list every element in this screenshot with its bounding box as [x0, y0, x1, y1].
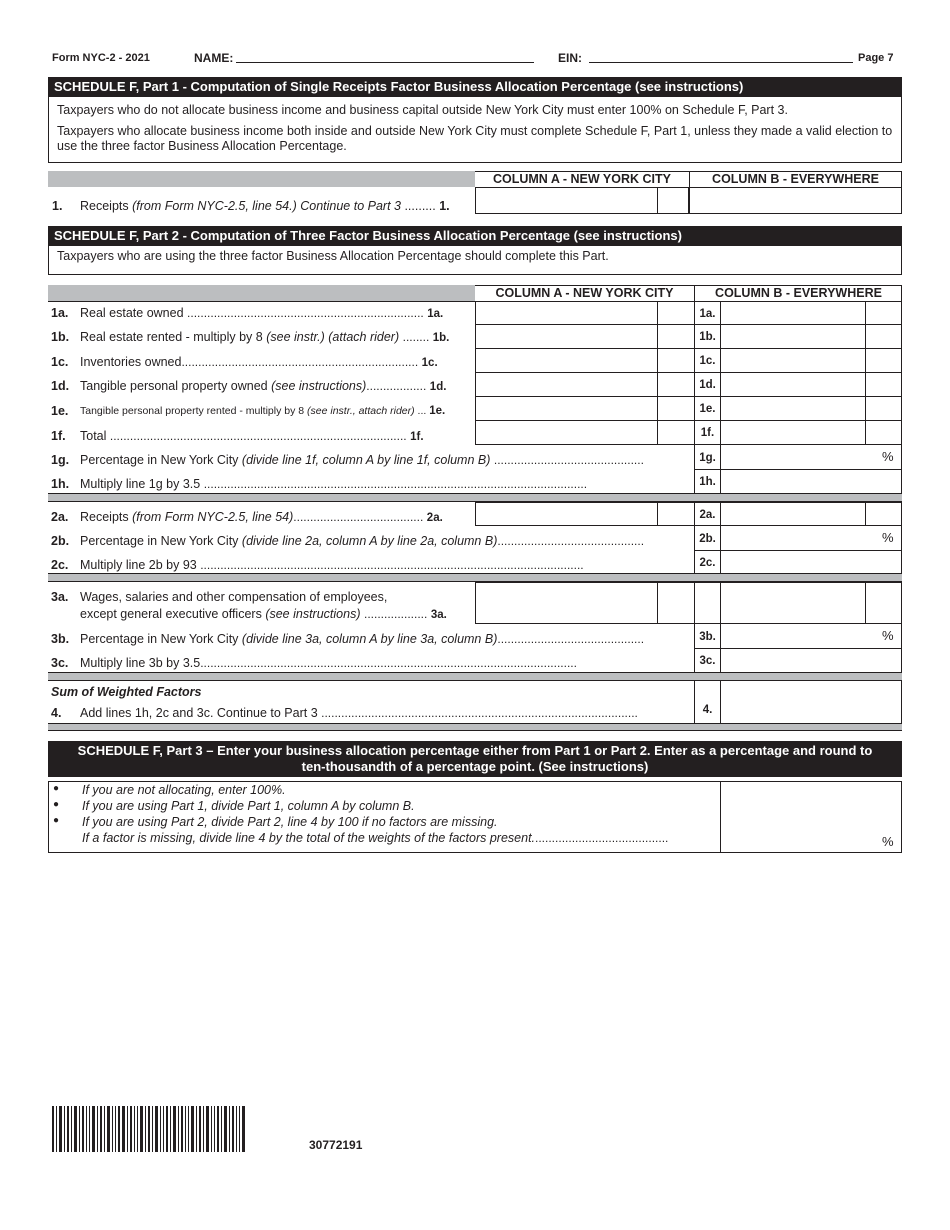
- line-3c-input[interactable]: [720, 648, 902, 673]
- line-1f-col-b-cents[interactable]: [865, 420, 902, 445]
- line-2a-ref-box: 2a.: [694, 502, 721, 526]
- line-1e-col-a-input[interactable]: [475, 396, 658, 421]
- barcode: [52, 1106, 246, 1152]
- part3-percent: %: [882, 834, 894, 849]
- line-1c-col-a-input[interactable]: [475, 348, 658, 373]
- line-3c-number: 3c.: [51, 656, 69, 670]
- part1-note-1: Taxpayers who do not allocate business income and business capital outside New York City must enter 100% on Schedule F, Part 3.: [57, 103, 788, 117]
- line-1-number: 1.: [52, 199, 63, 213]
- line-1a-col-b-cents[interactable]: [865, 301, 902, 325]
- line-1-col-a-cents[interactable]: [657, 187, 689, 214]
- part3-title: [48, 741, 902, 777]
- page-number: Page 7: [858, 52, 894, 64]
- line-4-ref: 4.: [702, 704, 713, 716]
- line-3a-text: Wages, salaries and other compensation of employees,: [80, 590, 388, 604]
- line-1d-text: Tangible personal property owned (see instructions).................. 1d.: [80, 379, 447, 393]
- line-1f-col-a-input[interactable]: [475, 420, 658, 445]
- line-1f-col-b-input[interactable]: [720, 420, 866, 445]
- line-1b-col-a-cents[interactable]: [657, 324, 695, 349]
- line-1c-text: Inventories owned....................................................................... 1c.: [80, 355, 438, 369]
- instruction-4: If a factor is missing, divide line 4 by the total of the weights of the factors present.........................................: [82, 831, 669, 845]
- line-1a-col-b-input[interactable]: [720, 301, 866, 325]
- line-1e-col-a-cents[interactable]: [657, 396, 695, 421]
- line-1a-col-a-cents[interactable]: [657, 301, 695, 325]
- section-separator: [48, 493, 902, 502]
- part3-title-line-1: SCHEDULE F, Part 3 – Enter your business allocation percentage either from Part 1 or Part 2. Enter as a percentage and round to: [77, 743, 873, 758]
- line-1c-col-b-cents[interactable]: [865, 348, 902, 373]
- line-1-text: Receipts (from Form NYC-2.5, line 54.) Continue to Part 3 ......... 1.: [80, 199, 450, 213]
- line-1d-col-b-cents[interactable]: [865, 372, 902, 397]
- line-1g-ref-box: 1g.: [694, 444, 721, 470]
- line-1d-ref-box: 1d.: [694, 372, 721, 397]
- section-separator: [48, 573, 902, 582]
- part1-title: SCHEDULE F, Part 1 - Computation of Single Receipts Factor Business Allocation Percentage (see instructions): [48, 77, 902, 96]
- line-2b-text: Percentage in New York City (divide line 2a, column A by line 2a, column B)............................................: [80, 534, 645, 548]
- line-1g-input[interactable]: [720, 444, 902, 470]
- part1-note-2: Taxpayers who allocate business income both inside and outside New York City must complete Schedule F, Part 1, unless they made a valid election to use the three factor Business Allocation Percentage.: [57, 124, 893, 153]
- line-3a-number: 3a.: [51, 590, 69, 604]
- line-2b-percent: %: [882, 530, 894, 545]
- bullet-1: ●: [53, 783, 60, 794]
- line-2a-col-b-input[interactable]: [720, 502, 866, 526]
- line-1a-ref-box: 1a.: [694, 301, 721, 325]
- part2-grey-header: [48, 285, 475, 301]
- instruction-2: If you are using Part 1, divide Part 1, column A by column B.: [82, 799, 415, 813]
- part2-col-a-header: COLUMN A - NEW YORK CITY: [495, 286, 674, 300]
- name-label: NAME:: [194, 51, 234, 65]
- line-4-text: Add lines 1h, 2c and 3c. Continue to Part 3 ...............................................................................................: [80, 706, 638, 720]
- line-1d-number: 1d.: [51, 379, 70, 393]
- line-3b-text: Percentage in New York City (divide line 3a, column A by line 3a, column B)............................................: [80, 632, 645, 646]
- part1-col-b-header: COLUMN B - EVERYWHERE: [712, 172, 879, 186]
- line-2a-col-a-cents[interactable]: [657, 502, 695, 526]
- line-3c-ref-box: 3c.: [694, 648, 721, 673]
- line-1d-col-a-input[interactable]: [475, 372, 658, 397]
- bullet-3: ●: [53, 815, 60, 826]
- line-3a-col-a-input[interactable]: [475, 582, 658, 624]
- part3-title-line-2: ten-thousandth of a percentage point. (See instructions): [301, 759, 649, 774]
- line-2c-input[interactable]: [720, 550, 902, 574]
- line-2b-number: 2b.: [51, 534, 70, 548]
- line-1a-col-a-input[interactable]: [475, 301, 658, 325]
- line-1g-number: 1g.: [51, 453, 70, 467]
- line-1f-col-a-cents[interactable]: [657, 420, 695, 445]
- line-3b-ref-box: 3b.: [694, 623, 721, 649]
- line-1f-text: Total ......................................................................................... 1f.: [80, 429, 424, 443]
- line-2c-text: Multiply line 2b by 93 ...................................................................................................................: [80, 558, 584, 572]
- line-3a-col-b-cents[interactable]: [865, 582, 902, 624]
- line-3a-ref-box: [694, 582, 721, 624]
- line-3b-number: 3b.: [51, 632, 70, 646]
- allocation-percentage-input[interactable]: [721, 782, 901, 852]
- line-1c-ref-box: 1c.: [694, 348, 721, 373]
- line-4-input[interactable]: [720, 680, 902, 724]
- bullet-2: ●: [53, 799, 60, 810]
- part2-title: SCHEDULE F, Part 2 - Computation of Three Factor Business Allocation Percentage (see instructions): [48, 226, 902, 245]
- instruction-3: If you are using Part 2, divide Part 2, line 4 by 100 if no factors are missing.: [82, 815, 498, 829]
- line-1e-col-b-input[interactable]: [720, 396, 866, 421]
- instruction-1: If you are not allocating, enter 100%.: [82, 783, 286, 797]
- line-2b-ref-box: 2b.: [694, 525, 721, 551]
- line-2a-number: 2a.: [51, 510, 69, 524]
- line-1a-text: Real estate owned ....................................................................... 1a.: [80, 306, 444, 320]
- line-3b-input[interactable]: [720, 623, 902, 649]
- line-2c-number: 2c.: [51, 558, 69, 572]
- line-1c-col-a-cents[interactable]: [657, 348, 695, 373]
- line-1e-number: 1e.: [51, 404, 69, 418]
- line-1h-ref-box: 1h.: [694, 469, 721, 494]
- line-1e-text: Tangible personal property rented - multiply by 8 (see instr., attach rider) ... 1e.: [80, 405, 446, 417]
- line-1b-number: 1b.: [51, 330, 70, 344]
- line-2a-text: Receipts (from Form NYC-2.5, line 54)....................................... 2a.: [80, 510, 443, 524]
- line-3a-col-b-input[interactable]: [720, 582, 866, 624]
- sum-heading: Sum of Weighted Factors: [51, 685, 202, 699]
- line-1h-number: 1h.: [51, 477, 70, 491]
- line-3a-col-a-cents[interactable]: [657, 582, 695, 624]
- line-1-col-a-input[interactable]: [475, 187, 658, 214]
- form-id: Form NYC-2 - 2021: [52, 52, 150, 64]
- line-1g-percent: %: [882, 449, 894, 464]
- line-2a-col-a-input[interactable]: [475, 502, 658, 526]
- line-1g-text: Percentage in New York City (divide line 1f, column A by line 1f, column B) .............................................: [80, 453, 644, 467]
- line-1e-col-b-cents[interactable]: [865, 396, 902, 421]
- line-1e-ref-box: 1e.: [694, 396, 721, 421]
- name-field[interactable]: [236, 62, 534, 63]
- line-1f-ref-box: 1f.: [694, 420, 721, 445]
- ein-field[interactable]: [589, 62, 853, 63]
- line-4-number: 4.: [51, 706, 62, 720]
- line-1h-input[interactable]: [720, 469, 902, 494]
- line-1b-col-b-input[interactable]: [720, 324, 866, 349]
- part2-note: Taxpayers who are using the three factor Business Allocation Percentage should complete this Part.: [57, 249, 609, 263]
- line-1-col-b-input[interactable]: [689, 187, 902, 214]
- line-4-ref-box: [694, 680, 721, 724]
- line-1a-number: 1a.: [51, 306, 69, 320]
- line-1d-col-a-cents[interactable]: [657, 372, 695, 397]
- line-3c-text: Multiply line 3b by 3.5.................................................................................................................: [80, 656, 577, 670]
- line-3a-text-2: except general executive officers (see instructions) ................... 3a.: [80, 607, 447, 621]
- part1-col-a-header: COLUMN A - NEW YORK CITY: [492, 172, 671, 186]
- line-1b-col-a-input[interactable]: [475, 324, 658, 349]
- form-code: 30772191: [309, 1138, 363, 1152]
- line-1c-col-b-input[interactable]: [720, 348, 866, 373]
- part2-col-b-header: COLUMN B - EVERYWHERE: [715, 286, 882, 300]
- line-1f-number: 1f.: [51, 429, 66, 443]
- line-3b-percent: %: [882, 628, 894, 643]
- line-1d-col-b-input[interactable]: [720, 372, 866, 397]
- line-1h-text: Multiply line 1g by 3.5 ...................................................................................................................: [80, 477, 588, 491]
- line-1b-col-b-cents[interactable]: [865, 324, 902, 349]
- line-1b-text: Real estate rented - multiply by 8 (see instr.) (attach rider) ........ 1b.: [80, 330, 450, 344]
- line-2a-col-b-cents[interactable]: [865, 502, 902, 526]
- part1-grey-header: [48, 171, 475, 187]
- line-1b-ref-box: 1b.: [694, 324, 721, 349]
- line-1c-number: 1c.: [51, 355, 69, 369]
- ein-label: EIN:: [558, 51, 582, 65]
- line-2b-input[interactable]: [720, 525, 902, 551]
- line-2c-ref-box: 2c.: [694, 550, 721, 574]
- section-separator: [48, 723, 902, 731]
